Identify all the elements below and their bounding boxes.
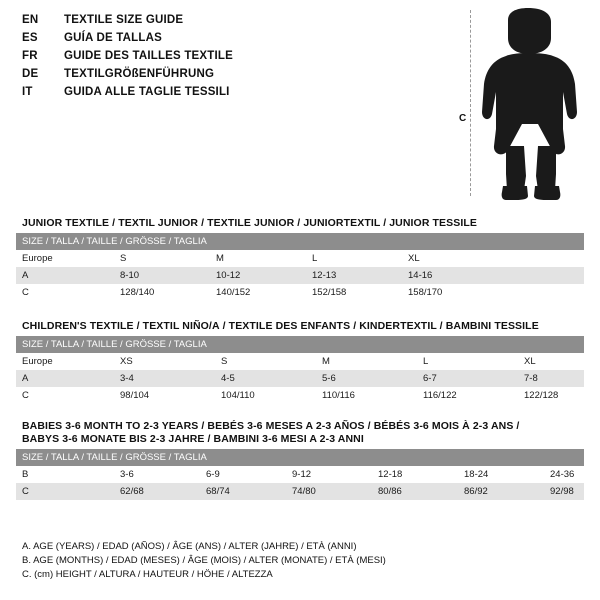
table-row [16,250,584,267]
cell: 3-6 [114,466,200,483]
section-title-babies-line1: BABIES 3-6 MONTH TO 2-3 YEARS / BEBÉS 3-6 MESES A 2-3 AÑOS / BÉBÉS 3-6 MOIS À 2-3 ANS / [22,420,520,432]
cell: S [215,353,316,370]
language-row-es [22,32,442,50]
section-title-babies [22,420,519,446]
cell: 98/104 [114,387,215,404]
language-title: TEXTILE SIZE GUIDE [64,14,184,26]
cell: 4-5 [215,370,316,387]
cell: M [316,353,417,370]
cell: 80/86 [372,483,458,500]
cell: 158/170 [402,284,584,301]
language-code: IT [22,86,33,98]
babies-size-table [16,449,584,500]
baby-silhouette-icon [472,8,588,200]
cell: 116/122 [417,387,518,404]
cell: XL [518,353,584,370]
height-measure-line [470,10,471,196]
row-label: Europe [16,353,114,370]
row-label: Europe [16,250,114,267]
table-header-label: SIZE / TALLA / TAILLE / GRÖSSE / TAGLIA [22,236,207,247]
cell: 128/140 [114,284,210,301]
cell: 122/128 [518,387,584,404]
language-code: ES [22,32,38,44]
cell: 24-36 [544,466,584,483]
language-code: DE [22,68,39,80]
row-label: A [16,370,114,387]
language-row-en [22,14,442,32]
row-label: C [16,284,114,301]
cell: 10-12 [210,267,306,284]
language-header [22,14,442,104]
measurement-figure [440,8,590,203]
cell: 86/92 [458,483,544,500]
table-row [16,370,584,387]
cell: 62/68 [114,483,200,500]
row-label: C [16,387,114,404]
table-row [16,284,584,301]
language-title: GUIDE DES TAILLES TEXTILE [64,50,233,62]
cell: 5-6 [316,370,417,387]
cell: 14-16 [402,267,584,284]
cell: 110/116 [316,387,417,404]
cell: L [306,250,402,267]
table-header-row [16,233,584,250]
language-title: GUÍA DE TALLAS [64,32,162,44]
cell: 12-18 [372,466,458,483]
language-title: TEXTILGRÖßENFÜHRUNG [64,68,215,80]
cell: L [417,353,518,370]
cell: 9-12 [286,466,372,483]
cell: 7-8 [518,370,584,387]
section-title-children: CHILDREN'S TEXTILE / TEXTIL NIÑO/А / TEXTILE DES ENFANTS / KINDERTEXTIL / BAMBINI TESSILE [22,320,539,332]
cell: XS [114,353,215,370]
cell: 74/80 [286,483,372,500]
language-row-it [22,86,442,104]
row-label: C [16,483,114,500]
children-size-table [16,336,584,404]
table-header-label: SIZE / TALLA / TAILLE / GRÖSSE / TAGLIA [22,452,207,463]
junior-size-table [16,233,584,301]
cell: 152/158 [306,284,402,301]
table-row [16,483,584,500]
measure-label-c: C [459,113,467,124]
legend [22,540,386,582]
table-header-row [16,449,584,466]
table-row [16,353,584,370]
cell: 6-7 [417,370,518,387]
table-row [16,466,584,483]
cell: XL [402,250,584,267]
table-row [16,387,584,404]
table-header-row [16,336,584,353]
cell: 3-4 [114,370,215,387]
language-row-fr [22,50,442,68]
language-title: GUIDA ALLE TAGLIE TESSILI [64,86,230,98]
cell: 8-10 [114,267,210,284]
row-label: B [16,466,114,483]
cell: M [210,250,306,267]
cell: 140/152 [210,284,306,301]
cell: S [114,250,210,267]
cell: 18-24 [458,466,544,483]
section-title-junior: JUNIOR TEXTILE / TEXTIL JUNIOR / TEXTILE JUNIOR / JUNIORTEXTIL / JUNIOR TESSILE [22,217,477,229]
legend-line-a: A. AGE (YEARS) / EDAD (AÑOS) / ÂGE (ANS) / ALTER (JAHRE) / ETÀ (ANNI) [22,541,357,552]
language-code: FR [22,50,38,62]
legend-line-c: C. (cm) HEIGHT / ALTURA / HAUTEUR / HÖHE / ALTEZZA [22,569,273,580]
row-label: A [16,267,114,284]
legend-line-b: B. AGE (MONTHS) / EDAD (MESES) / ÂGE (MOIS) / ALTER (MONATE) / ETÀ (MESI) [22,555,386,566]
table-row [16,267,584,284]
cell: 12-13 [306,267,402,284]
language-code: EN [22,14,39,26]
cell: 6-9 [200,466,286,483]
table-header-label: SIZE / TALLA / TAILLE / GRÖSSE / TAGLIA [22,339,207,350]
section-title-babies-line2: BABYS 3-6 MONATE BIS 2-3 JAHRE / BAMBINI 3-6 MESI A 2-3 ANNI [22,433,364,445]
cell: 68/74 [200,483,286,500]
language-row-de [22,68,442,86]
cell: 104/110 [215,387,316,404]
cell: 92/98 [544,483,584,500]
